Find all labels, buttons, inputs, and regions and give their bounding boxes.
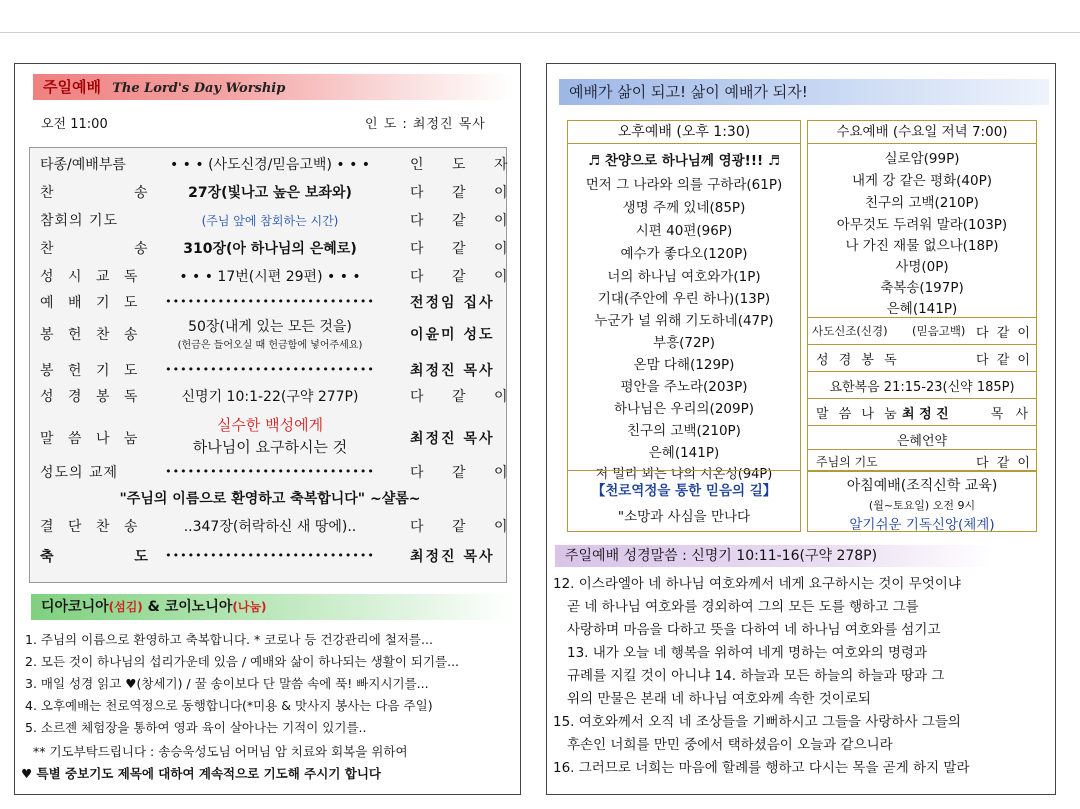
hymn-item: 온맘 다해(129P) xyxy=(633,357,735,373)
verse-line: 15. 여호와께서 오직 네 조상들을 기뻐하시고 그들을 사랑하사 그들의 xyxy=(553,714,961,730)
order-row: 예 배 기 도 •••••••••••••••••••••••••••• 전정임 집사 xyxy=(40,295,495,311)
diakonia-banner: 디아코니아(섬김) & 코이노니아(나눔) xyxy=(31,594,511,620)
scripture-banner: 주일예배 성경말씀 : 신명기 10:11-16(구약 278P) xyxy=(555,545,995,567)
wednesday-worship-box xyxy=(807,120,1037,472)
hymn-item: 친구의 고백(210P) xyxy=(865,195,979,211)
worship-time: 오전 11:00 xyxy=(41,117,108,132)
hymn-item: 은혜(141P) xyxy=(648,445,720,461)
left-page xyxy=(14,63,521,795)
wed-order-row: 은혜언약 xyxy=(808,425,1036,452)
hymn-item: ♬ 찬양으로 하나님께 영광!!! ♬ xyxy=(588,153,780,169)
hymn-item: 먼저 그 나라와 의를 구하라(61P) xyxy=(585,177,783,193)
hymn-item: 사명(0P) xyxy=(895,259,949,275)
afternoon-worship-title: 오후예배 (오후 1:30) xyxy=(568,121,800,144)
verse-line: 16. 그러므로 너희는 마음에 할례를 행하고 다시는 목을 곧게 하지 말라 xyxy=(553,760,970,776)
hymn-item: 축복송(197P) xyxy=(880,280,964,296)
verse-line: 규례를 지킬 것이 아니냐 14. 하늘과 모든 하늘의 하늘과 땅과 그 xyxy=(567,668,945,684)
hymn-item: 기대(주안에 우린 하나)(13P) xyxy=(597,291,771,307)
order-row: 성 시 교 독 • • • 17번(시편 29편) • • • 다 같 이 xyxy=(40,269,520,285)
order-of-worship xyxy=(29,147,520,583)
verse-line: 후손인 너희를 만민 중에서 택하셨음이 오늘과 같으니라 xyxy=(567,737,893,753)
hymn-item: 하나님은 우리의(209P) xyxy=(613,401,755,417)
hymn-item: 내게 강 같은 평화(40P) xyxy=(851,173,992,189)
hymn-item: 부흥(72P) xyxy=(653,335,715,351)
notice-intercession: ♥ 특별 중보기도 제목에 대하여 계속적으로 기도해 주시기 합니다 xyxy=(21,766,381,781)
morning-worship-time: (월~토요일) 오전 9시 xyxy=(868,499,976,512)
hymn-item: 은혜(141P) xyxy=(886,301,958,317)
notice-item: 5. 소르젠 체험장을 통하여 영과 육이 살아나는 기적이 있기를.. xyxy=(25,720,367,735)
wed-order-row: 주님의 기도 다 같 이 xyxy=(808,449,1036,471)
morning-worship-box xyxy=(807,470,1037,532)
hymn-item: 시편 40편(96P) xyxy=(635,223,733,239)
study-subtitle: "소망과 사심을 만나다 xyxy=(617,509,751,525)
hymn-item: 너의 하나님 여호와가(1P) xyxy=(607,269,761,285)
hymn-item: 예수가 좋다오(120P) xyxy=(620,246,748,262)
wednesday-worship-title: 수요예배 (수요일 저녁 7:00) xyxy=(808,121,1036,144)
order-row: 결 단 찬 송 ..347장(허락하신 새 땅에).. 다 같 이 xyxy=(40,519,520,535)
hymn-item: 누군가 널 위해 기도하네(47P) xyxy=(594,313,774,329)
wed-order-row: 요한복음 21:15-23(신약 185P) xyxy=(808,371,1036,398)
hymn-item: 나 가진 재물 없으나(18P) xyxy=(845,238,999,254)
hymn-item: 실로암(99P) xyxy=(884,151,960,167)
morning-worship-title: 아침예배(조직신학 교육) xyxy=(846,478,998,494)
study-title: 【천로역정을 통한 믿음의 길】 xyxy=(591,483,777,499)
worship-banner xyxy=(33,74,513,100)
verse-line: 13. 내가 오늘 네 행복을 위하여 네게 명하는 여호와의 명령과 xyxy=(567,645,928,661)
hymn-item: 평안을 주노라(203P) xyxy=(620,379,748,395)
hymn-item: 생명 주께 있네(85P) xyxy=(622,200,746,216)
motto-banner: 예배가 삶이 되고! 삶이 예배가 되자! xyxy=(559,79,1049,105)
order-row: 타종/예배부름 • • • (사도신경/믿음고백) • • • 인 도 자 xyxy=(40,157,520,173)
right-page xyxy=(546,63,1056,795)
notice-item: 2. 모든 것이 하나님의 섭리가운데 있음 / 예배와 삶이 하나되는 생활이 되기를... xyxy=(25,654,460,669)
order-row: 찬 송 310장(아 하나님의 은혜로) 다 같 이 xyxy=(40,241,520,257)
order-row: 봉 헌 찬 송 50장(내게 있는 모든 것을) (헌금은 들어오실 때 헌금함에 넣어주세요) 이윤미 성도 xyxy=(40,319,495,351)
order-row: 봉 헌 기 도 •••••••••••••••••••••••••••• 최정진 목사 xyxy=(40,363,495,379)
verse-line: 위의 만물은 본래 네 하나님 여호와께 속한 것이로되 xyxy=(567,691,871,707)
verse-line: 곧 네 하나님 여호와를 경외하여 그의 모든 도를 행하고 그를 xyxy=(567,599,919,615)
wed-order-row: 사도신조(신경) (믿음고백) 다 같 이 xyxy=(808,317,1036,344)
notice-item: 4. 오후예배는 천로역정으로 동행합니다(*미용 & 맛사지 봉사는 다음 주일) xyxy=(25,698,433,713)
worship-title: 주일예배 xyxy=(43,78,101,96)
wed-order-row: 말 씀 나 눔 최 정 진 목 사 xyxy=(808,398,1036,425)
notice-item: 1. 주님의 이름으로 환영하고 축복합니다. * 코로나 등 건강관리에 철저를... xyxy=(25,632,433,647)
hymn-item: 아무것도 두려워 말라(103P) xyxy=(836,217,1008,233)
notice-prayer: ** 기도부탁드립니다 : 송승욱성도님 어머님 암 치료와 회복을 위하여 xyxy=(33,744,408,759)
hymn-item: 친구의 고백(210P) xyxy=(627,423,741,439)
worship-leader: 인 도 : 최정진 목사 xyxy=(365,117,486,132)
top-divider xyxy=(0,32,1080,33)
order-row: 참회의 기도 (주님 앞에 참회하는 시간) 다 같 이 xyxy=(40,213,520,229)
wed-order-row: 성 경 봉 독 다 같 이 xyxy=(808,344,1036,371)
notice-item: 3. 매일 성경 읽고 ♥(창세기) / 꿀 송이보다 단 말씀 속에 푹! 빠지시기를... xyxy=(25,676,429,691)
morning-worship-book: 알기쉬운 기독신앙(체계) xyxy=(849,517,995,533)
order-row: 말 씀 나 눔 실수한 백성에게 하나님이 요구하시는 것 최정진 목사 xyxy=(40,416,495,456)
order-row: 축 도 •••••••••••••••••••••••••••• 최정진 목사 xyxy=(40,549,495,565)
worship-title-en: The Lord's Day Worship xyxy=(112,81,286,96)
verse-line: 사랑하며 마음을 다하고 뜻을 다하여 네 하나님 여호와를 섬기고 xyxy=(567,622,941,638)
verse-line: 12. 이스라엘아 네 하나님 여호와께서 네게 요구하시는 것이 무엇이냐 xyxy=(553,576,961,592)
afternoon-study-box xyxy=(567,470,801,532)
order-row: 찬 송 27장(빛나고 높은 보좌와) 다 같 이 xyxy=(40,185,520,201)
hymn-item: 저 멀리 뵈는 나의 시온성(94P) xyxy=(595,467,773,482)
order-row: 성 경 봉 독 신명기 10:1-22(구약 277P) 다 같 이 xyxy=(40,389,520,405)
order-row: "주님의 이름으로 환영하고 축복합니다" ~샬롬~ xyxy=(119,491,421,507)
order-row: 성도의 교제 •••••••••••••••••••••••••••• 다 같 이 xyxy=(40,465,520,481)
